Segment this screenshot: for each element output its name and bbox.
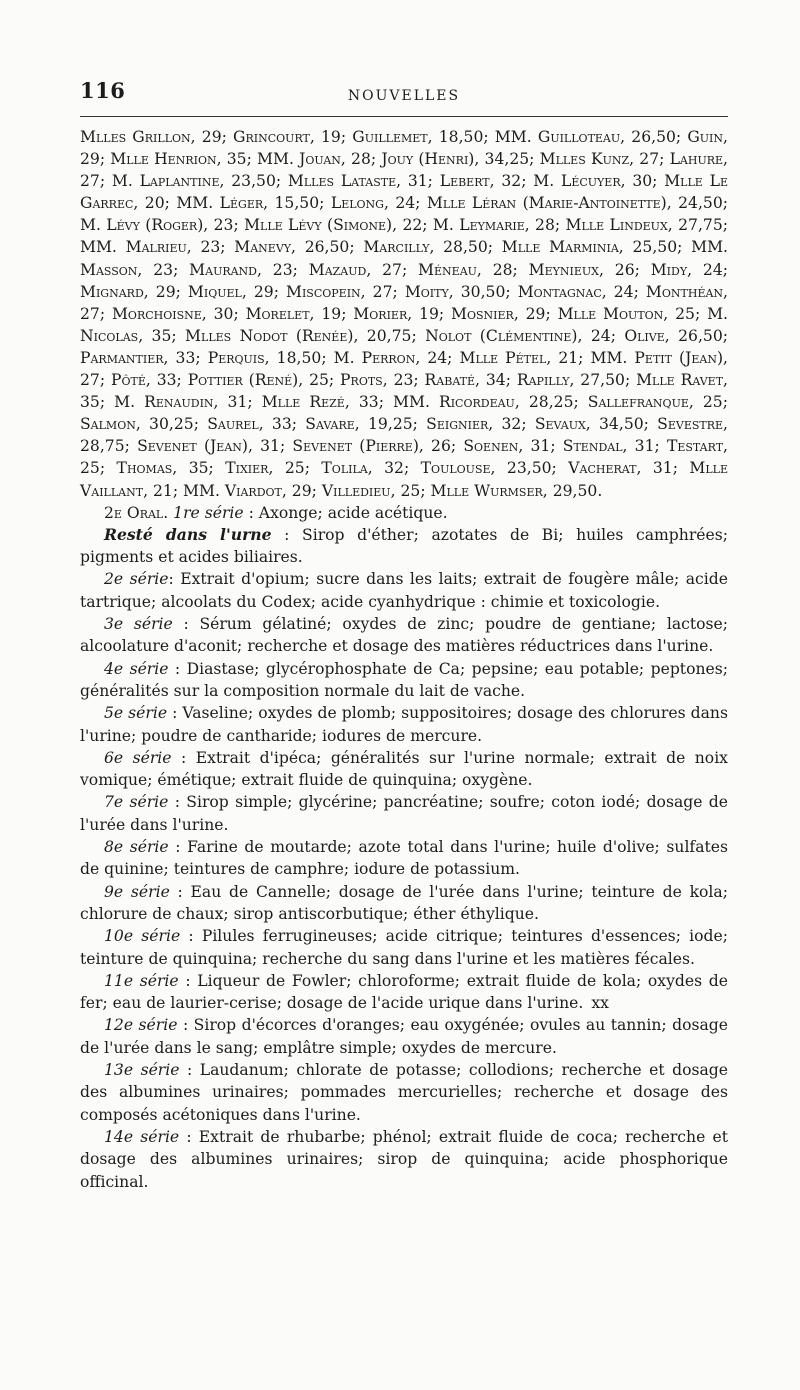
serie-label: 8e série	[104, 838, 169, 857]
serie-text: : Extrait d'ipéca; généralités sur l'urine normale; extrait de noix vomique; émétique; extrait fluide de quinquina; oxygène.	[80, 748, 728, 790]
serie-label: 13e série	[104, 1061, 180, 1080]
serie-label: 12e série	[104, 1016, 178, 1035]
serie-paragraph	[80, 613, 728, 658]
serie-paragraph	[80, 568, 728, 613]
serie-label: 6e série	[104, 748, 172, 767]
serie-paragraph	[80, 925, 728, 970]
handwritten-mark: xx	[591, 994, 609, 1013]
serie-paragraph	[80, 1059, 728, 1126]
results-list-text: Mlles Grillon, 29; Grincourt, 19; Guillemet, 18,50; MM. Guilloteau, 26,50; Guin, 29; Mlle Henrion, 35; MM. Jouan, 28; Jouy (Henri), 34,25; Mlles Kunz, 27; Lahure, 27; M. Laplantine, 23,50; Mlles Lataste, 31; Lebert, 32; M. Lécuyer, 30; Mlle Le Garrec, 20; MM. Léger, 15,50; Lelong, 24; Mlle Léran (Marie-Antoinette), 24,50; M. Lévy (Roger), 23; Mlle Lévy (Simone), 22; M. Leymarie, 28; Mlle Lindeux, 27,75; MM. Malrieu, 23; Manevy, 26,50; Marcilly, 28,50; Mlle Marminia, 25,50; MM. Masson, 23; Maurand, 23; Mazaud, 27; Méneau, 28; Meynieux, 26; Midy, 24; Mignard, 29; Miquel, 29; Miscopein, 27; Moity, 30,50; Montagnac, 24; Monthéan, 27; Morchoisne, 30; Morelet, 19; Morier, 19; Mosnier, 29; Mlle Mouton, 25; M. Nicolas, 35; Mlles Nodot (Renée), 20,75; Nolot (Clémentine), 24; Olive, 26,50; Parmantier, 33; Perquis, 18,50; M. Perron, 24; Mlle Pétel, 21; MM. Petit (Jean), 27; Pôté, 33; Pottier (René), 25; Prots, 23; Rabaté, 34; Rapilly, 27,50; Mlle Ravet, 35; M. Renaudin, 31; Mlle Rezé, 33; MM. Ricordeau, 28,25; Sallefranque, 25; Salmon, 30,25; Saurel, 33; Savare, 19,25; Seignier, 32; Sevaux, 34,50; Sevestre, 28,75; Sevenet (Jean), 31; Sevenet (Pierre), 26; Soenen, 31; Stendal, 31; Testart, 25; Thomas, 35; Tixier, 25; Tolila, 32; Toulouse, 23,50; Vacherat, 31; Mlle Vaillant, 21; MM. Viardot, 29; Villedieu, 25; Mlle Wurmser, 29,50.	[80, 128, 728, 500]
serie-label: 3e série	[104, 615, 173, 634]
serie-label: 11e série	[104, 971, 179, 990]
serie-text: : Sérum gélatiné; oxydes de zinc; poudre de gentiane; lactose; alcoolature d'aconit; recherche et dosage des matières réductrices dans l'urine.	[80, 615, 728, 656]
serie-text: : Farine de moutarde; azote total dans l'urine; huile d'olive; sulfates de quinine; teintures de camphre; iodure de potassium.	[80, 838, 728, 879]
serie-text: : Extrait d'opium; sucre dans les laits; extrait de fougère mâle; acide tartrique; alcoolats du Codex; acide cyanhydrique : chimie et toxicologie.	[80, 570, 728, 611]
page-body	[80, 126, 728, 1193]
serie-paragraph	[80, 881, 728, 926]
serie-text: : Liqueur de Fowler; chloroforme; extrait fluide de kola; oxydes de fer; eau de laurier-cerise; dosage de l'acide urique dans l'urine.	[80, 971, 728, 1013]
serie-paragraph	[80, 836, 728, 881]
page-header	[80, 76, 728, 117]
oral-label: 2e Oral.	[104, 503, 169, 522]
serie-paragraph	[80, 791, 728, 836]
serie-text: : Pilules ferrugineuses; acide citrique; teintures d'essences; iode; teinture de quinquina; recherche du sang dans l'urine et les matières fécales.	[80, 927, 728, 968]
oral-paragraph	[80, 502, 728, 524]
serie-paragraph	[80, 658, 728, 703]
serie-paragraph	[80, 970, 728, 1015]
serie-label: 4e série	[104, 659, 169, 678]
reste-label: Resté dans l'urne	[104, 524, 272, 544]
serie-text: : Diastase; glycérophosphate de Ca; pepsine; eau potable; peptones; généralités sur la composition normale du lait de vache.	[80, 659, 728, 700]
serie-paragraph	[80, 1014, 728, 1059]
serie-label: 5e série	[104, 704, 168, 723]
running-title: NOUVELLES	[347, 88, 461, 104]
serie-text: : Sirop simple; glycérine; pancréatine; soufre; coton iodé; dosage de l'urée dans l'urine.	[80, 793, 728, 834]
serie-paragraph	[80, 702, 728, 747]
serie-paragraph	[80, 1126, 728, 1193]
reste-paragraph	[80, 524, 728, 569]
serie-text: : Laudanum; chlorate de potasse; collodions; recherche et dosage des albumines urinaires; pommades mercurielles; recherche et dosage des composés acétoniques dans l'urine.	[80, 1061, 728, 1124]
serie-label: 2e série	[104, 570, 169, 589]
serie-label: 7e série	[104, 793, 169, 812]
serie-label: 14e série	[104, 1127, 180, 1146]
serie-text: : Vaseline; oxydes de plomb; suppositoires; dosage des chlorures dans l'urine; poudre de cantharide; iodures de mercure.	[80, 704, 728, 745]
serie-label: 9e série	[104, 882, 170, 901]
serie-text: : Extrait de rhubarbe; phénol; extrait fluide de coca; recherche et dosage des albumines urinaires; sirop de quinquina; acide phosphorique officinal.	[80, 1127, 728, 1191]
reste-text: : Sirop d'éther; azotates de Bi; huiles camphrées; pigments et acides biliaires.	[80, 525, 728, 567]
oral-serie-text: : Axonge; acide acétique.	[248, 503, 448, 522]
serie-paragraph	[80, 747, 728, 792]
oral-serie-label: 1re série	[173, 503, 244, 522]
results-list-paragraph	[80, 126, 728, 502]
serie-text: : Sirop d'écorces d'oranges; eau oxygénée; ovules au tannin; dosage de l'urée dans le sang; emplâtre simple; oxydes de mercure.	[80, 1016, 729, 1057]
serie-label: 10e série	[104, 927, 181, 946]
serie-text: : Eau de Cannelle; dosage de l'urée dans l'urine; teinture de kola; chlorure de chaux; sirop antiscorbutique; éther éthylique.	[80, 882, 728, 923]
page-number: 116	[80, 78, 126, 103]
